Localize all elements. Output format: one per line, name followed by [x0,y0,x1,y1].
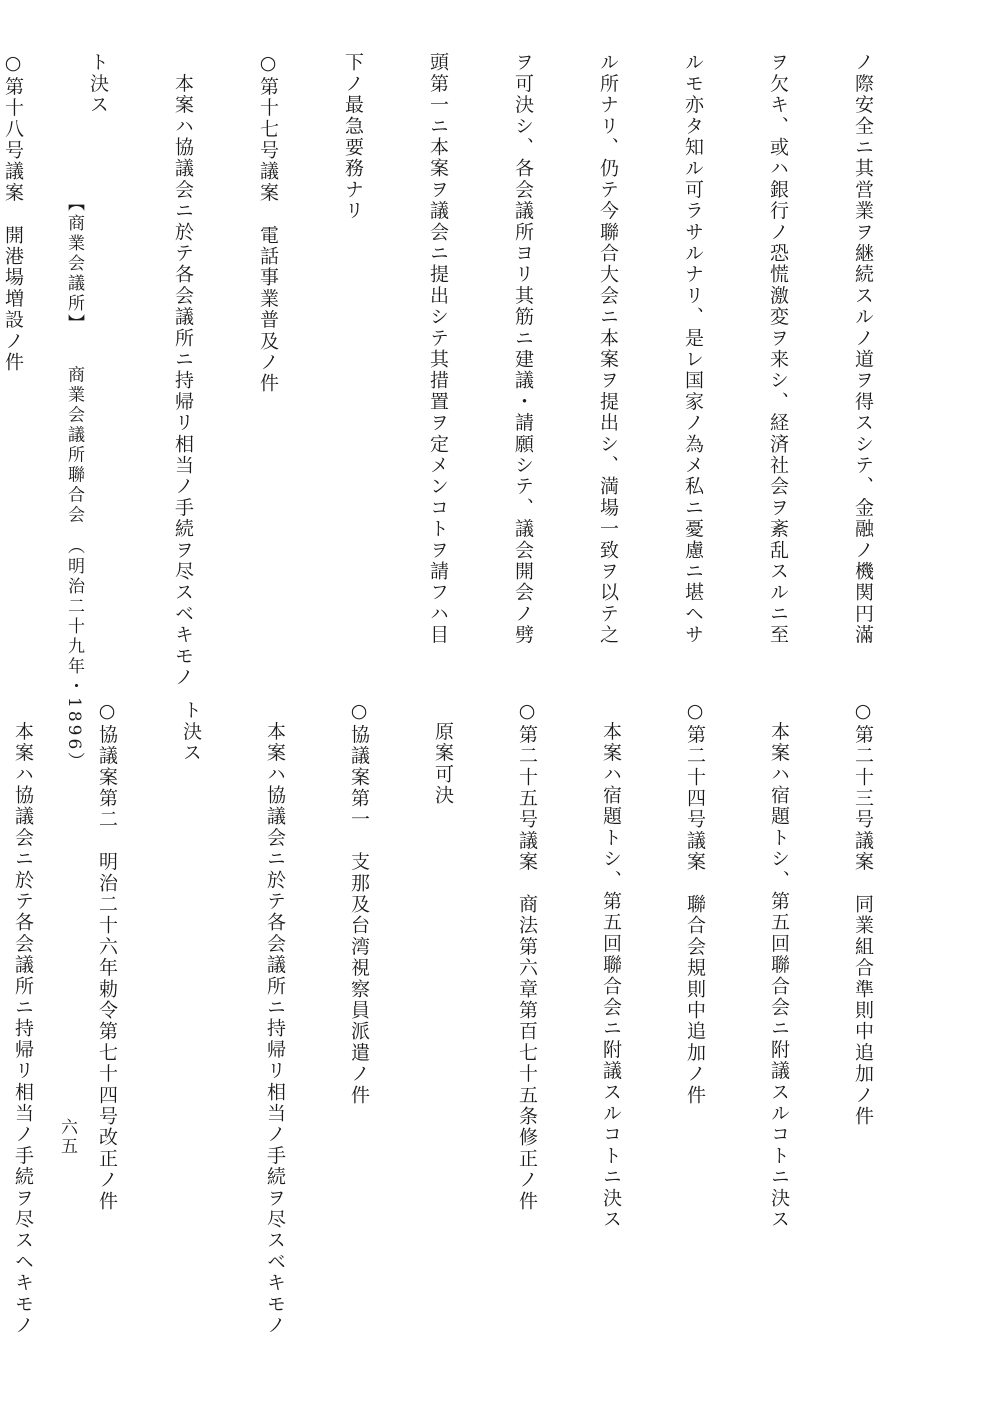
text-column: ヲ欠キ、或ハ銀行ノ恐慌激変ヲ来シ、経済社会ヲ紊乱スルニ至 [767,52,789,646]
header-period: （明治二十九年・1896） [64,545,84,773]
text-column: ノ際安全ニ其営業ヲ継続スルノ道ヲ得スシテ、金融ノ機関円滿 [852,52,874,646]
text-column: ○第十七号議案 電話事業普及ノ件 [257,52,279,395]
text-column: ○協議案第二 明治二十六年勅令第七十四号改正ノ件 [96,700,118,1212]
text-column: ○協議案第一 支那及台湾視察員派遣ノ件 [348,700,370,1106]
text-column: ○第二十五号議案 商法第六章第百七十五条修正ノ件 [516,700,538,1212]
text-column: ル所ナリ、仍テ今聯合大会ニ本案ヲ提出シ、満場一致ヲ以テ之 [597,52,619,646]
running-header [62,148,107,772]
text-column: ○第二十三号議案 同業組合準則中追加ノ件 [852,700,874,1127]
text-column: 本案ハ宿題トシ、第五回聯合会ニ附議スルコトニ決ス [768,700,790,1230]
text-column: ト決ス [87,52,109,116]
text-column: ○第二十四号議案 聯合会規則中追加ノ件 [684,700,706,1106]
text-column: 本案ハ協議会ニ於テ各会議所ニ持帰リ相当ノ手続ヲ尽スベキモノ [264,700,286,1336]
text-column: 本案ハ宿題トシ、第五回聯合会ニ附議スルコトニ決ス [600,700,622,1230]
lower-text-block [0,700,921,1336]
section-label: 【商業会議所】 [64,194,84,326]
text-column: ト決ス [180,700,202,764]
header-title: 商業会議所聯合会 [64,365,84,526]
text-column: ヲ可決シ、各会議所ヨリ其筋ニ建議・請願シテ、議会開会ノ劈 [512,52,534,646]
text-column: 下ノ最急要務ナリ [342,52,364,222]
text-column: 本案ハ協議会ニ於テ各会議所ニ持帰リ相当ノ手続ヲ尽スベキモノ [172,52,194,688]
text-column: 頭第一ニ本案ヲ議会ニ提出シテ其措置ヲ定メンコトヲ請フハ目 [427,52,449,646]
text-column: 本案ハ協議会ニ於テ各会議所ニ持帰リ相当ノ手続ヲ尽スヘキモノ [12,700,34,1336]
text-column: ○第十八号議案 開港場増設ノ件 [2,52,24,373]
upper-text-block [0,52,921,702]
text-column: 原案可決 [432,700,454,806]
text-column: ルモ亦タ知ル可ラサルナリ、是レ国家ノ為メ私ニ憂慮ニ堪ヘサ [682,52,704,646]
page-number: 六五 [57,1118,77,1156]
